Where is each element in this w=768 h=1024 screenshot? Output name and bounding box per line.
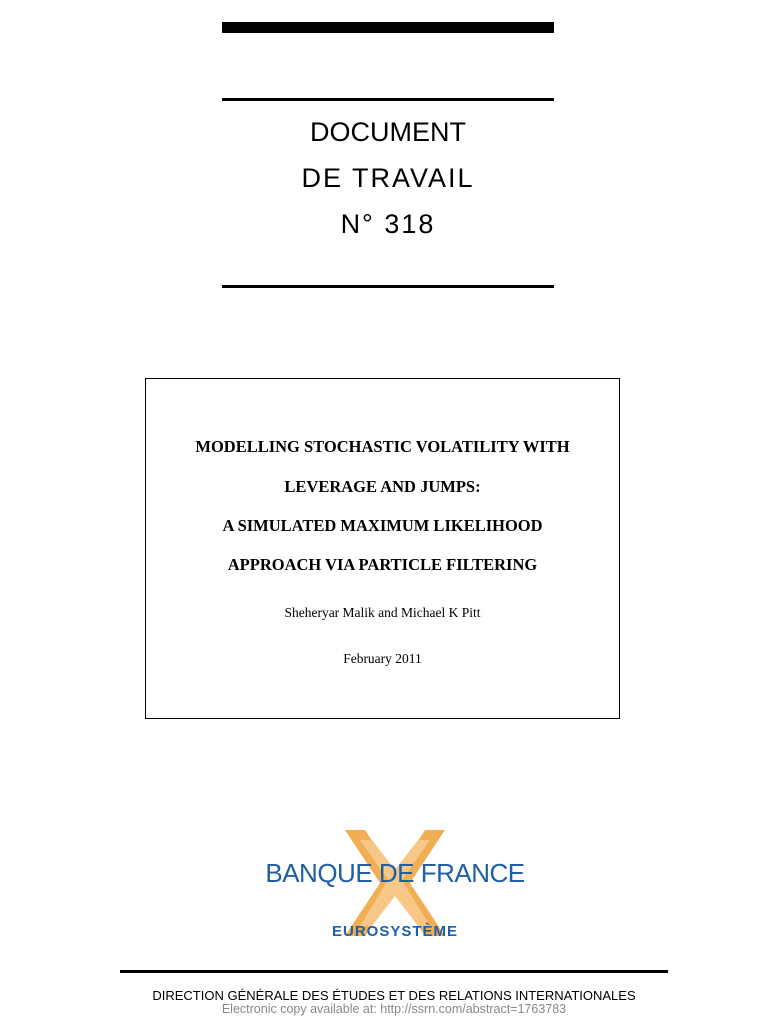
logo-subtitle: EUROSYSTÈME bbox=[331, 923, 459, 940]
footer-department: DIRECTION GÉNÉRALE DES ÉTUDES ET DES RELATIONS INTERNATIONALES bbox=[152, 988, 636, 1003]
doc-number: N° 318 bbox=[340, 209, 436, 239]
title-box bbox=[145, 378, 620, 719]
paper-title-line-3: A SIMULATED MAXIMUM LIKELIHOOD bbox=[222, 516, 543, 535]
ssrn-watermark: Electronic copy available at: http://ssrn.com/abstract=1763783 bbox=[221, 1002, 567, 1016]
doc-type-line-2: DE TRAVAIL bbox=[301, 163, 475, 193]
footer-rule bbox=[120, 970, 668, 973]
header-bottom-rule bbox=[222, 285, 554, 288]
paper-authors: Sheheryar Malik and Michael K Pitt bbox=[284, 605, 481, 620]
doc-type-line-1: DOCUMENT bbox=[310, 117, 466, 147]
paper-date: February 2011 bbox=[343, 651, 422, 666]
paper-title-line-1: MODELLING STOCHASTIC VOLATILITY WITH bbox=[195, 437, 570, 456]
paper-title-line-2: LEVERAGE AND JUMPS: bbox=[284, 477, 481, 496]
banque-de-france-logo bbox=[250, 828, 540, 948]
logo-name: BANQUE DE FRANCE bbox=[265, 858, 525, 888]
top-thick-bar bbox=[222, 22, 554, 33]
paper-title-line-4: APPROACH VIA PARTICLE FILTERING bbox=[227, 555, 538, 574]
header-top-rule bbox=[222, 98, 554, 101]
